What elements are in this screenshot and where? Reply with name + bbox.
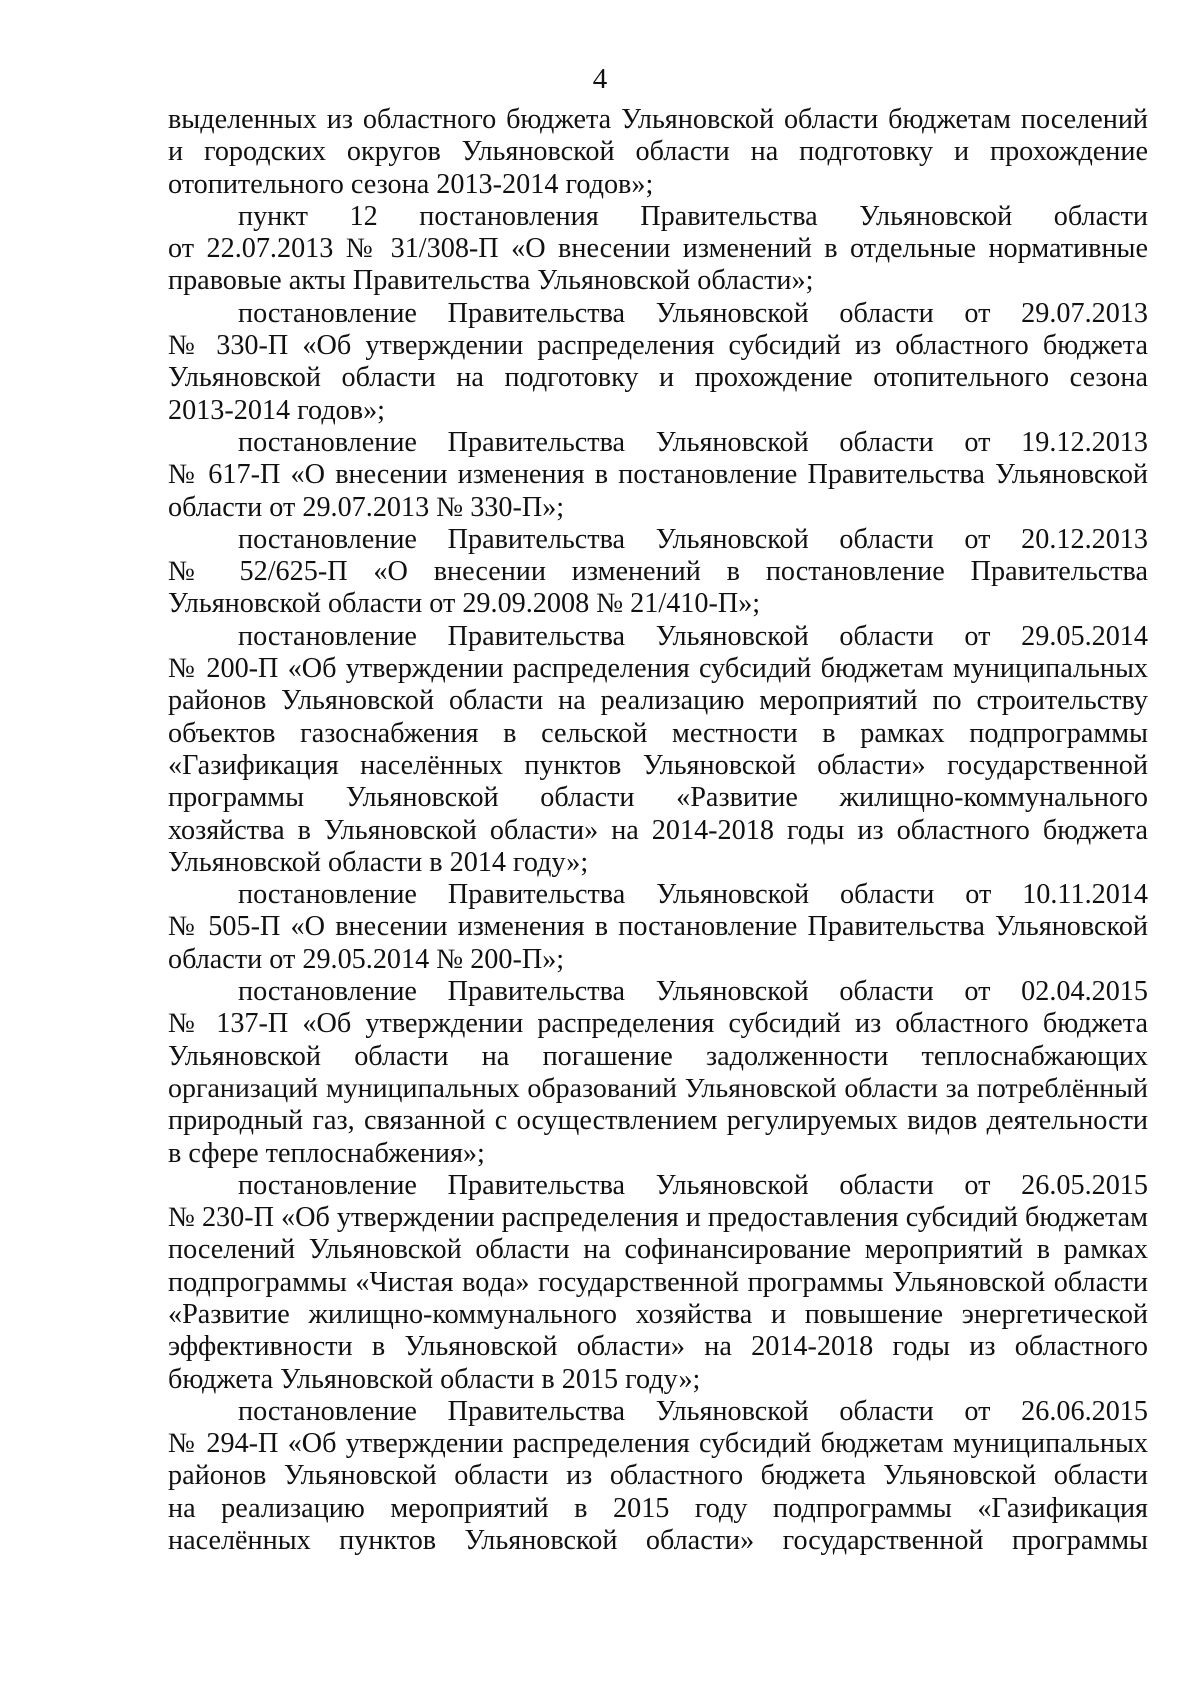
- document-line: программы Ульяновской области «Развитие жилищно-коммунального: [168, 782, 1148, 814]
- document-line: Ульяновской области на погашение задолженности теплоснабжающих: [168, 1040, 1148, 1072]
- document-line: эффективности в Ульяновской области» на 2014-2018 годы из областного: [168, 1331, 1148, 1363]
- document-line: районов Ульяновской области на реализацию мероприятий по строительству: [168, 685, 1148, 717]
- document-line: № 230-П «Об утверждении распределения и предоставления субсидий бюджетам: [168, 1202, 1148, 1234]
- document-line: хозяйства в Ульяновской области» на 2014-2018 годы из областного бюджета: [168, 814, 1148, 846]
- document-line: объектов газоснабжения в сельской местности в рамках подпрограммы: [168, 717, 1148, 749]
- document-line: Ульяновской области в 2014 году»;: [168, 846, 589, 878]
- document-line: постановление Правительства Ульяновской области от 19.12.2013: [238, 426, 1148, 458]
- document-line: подпрограммы «Чистая вода» государственной программы Ульяновской области: [168, 1266, 1148, 1298]
- document-line: постановление Правительства Ульяновской области от 26.06.2015: [238, 1395, 1148, 1427]
- document-line: населённых пунктов Ульяновской области» государственной программы: [168, 1525, 1148, 1557]
- document-line: постановление Правительства Ульяновской области от 10.11.2014: [238, 879, 1148, 911]
- document-line: на реализацию мероприятий в 2015 году подпрограммы «Газификация: [168, 1492, 1148, 1524]
- document-line: № 617-П «О внесении изменения в постановление Правительства Ульяновской: [168, 459, 1148, 491]
- document-line: природный газ, связанной с осуществлением регулируемых видов деятельности: [168, 1105, 1148, 1137]
- document-line: постановление Правительства Ульяновской области от 26.05.2015: [238, 1169, 1148, 1201]
- document-line: № 200-П «Об утверждении распределения субсидий бюджетам муниципальных: [168, 653, 1148, 685]
- document-line: поселений Ульяновской области на софинансирование мероприятий в рамках: [168, 1234, 1148, 1266]
- document-line: постановление Правительства Ульяновской области от 20.12.2013: [238, 523, 1148, 555]
- document-line: пункт 12 постановления Правительства Ульяновской области: [238, 200, 1148, 232]
- document-line: № 330-П «Об утверждении распределения субсидий из областного бюджета: [168, 330, 1148, 362]
- document-line: области от 29.07.2013 № 330-П»;: [168, 491, 565, 523]
- document-line: Ульяновской области на подготовку и прохождение отопительного сезона: [168, 362, 1148, 394]
- document-body: [168, 104, 1148, 1557]
- document-line: выделенных из областного бюджета Ульяновской области бюджетам поселений: [168, 104, 1148, 135]
- document-line: бюджета Ульяновской области в 2015 году»;: [168, 1363, 701, 1395]
- document-line: от 22.07.2013 № 31/308-П «О внесении изменений в отдельные нормативные: [168, 233, 1148, 265]
- document-line: Ульяновской области от 29.09.2008 № 21/410-П»;: [168, 588, 761, 620]
- document-line: 2013-2014 годов»;: [168, 394, 385, 426]
- page-number: 4: [592, 63, 608, 95]
- document-line: № 294-П «Об утверждении распределения субсидий бюджетам муниципальных: [168, 1428, 1148, 1460]
- document-line: и городских округов Ульяновской области на подготовку и прохождение: [168, 136, 1148, 168]
- document-line: постановление Правительства Ульяновской области от 29.07.2013: [238, 297, 1148, 329]
- document-line: организаций муниципальных образований Ульяновской области за потреблённый: [168, 1072, 1148, 1104]
- document-line: «Газификация населённых пунктов Ульяновской области» государственной: [168, 749, 1148, 781]
- document-line: правовые акты Правительства Ульяновской области»;: [168, 265, 814, 297]
- document-line: № 137-П «Об утверждении распределения субсидий из областного бюджета: [168, 1008, 1148, 1040]
- document-line: в сфере теплоснабжения»;: [168, 1137, 485, 1169]
- document-line: районов Ульяновской области из областного бюджета Ульяновской области: [168, 1460, 1148, 1492]
- document-line: № 52/625-П «О внесении изменений в постановление Правительства: [168, 556, 1148, 588]
- document-line: постановление Правительства Ульяновской области от 29.05.2014: [238, 620, 1148, 652]
- document-line: отопительного сезона 2013-2014 годов»;: [168, 168, 654, 200]
- document-line: области от 29.05.2014 № 200-П»;: [168, 943, 565, 975]
- document-line: постановление Правительства Ульяновской области от 02.04.2015: [238, 976, 1148, 1008]
- document-line: «Развитие жилищно-коммунального хозяйства и повышение энергетической: [168, 1298, 1148, 1330]
- document-line: № 505-П «О внесении изменения в постановление Правительства Ульяновской: [168, 911, 1148, 943]
